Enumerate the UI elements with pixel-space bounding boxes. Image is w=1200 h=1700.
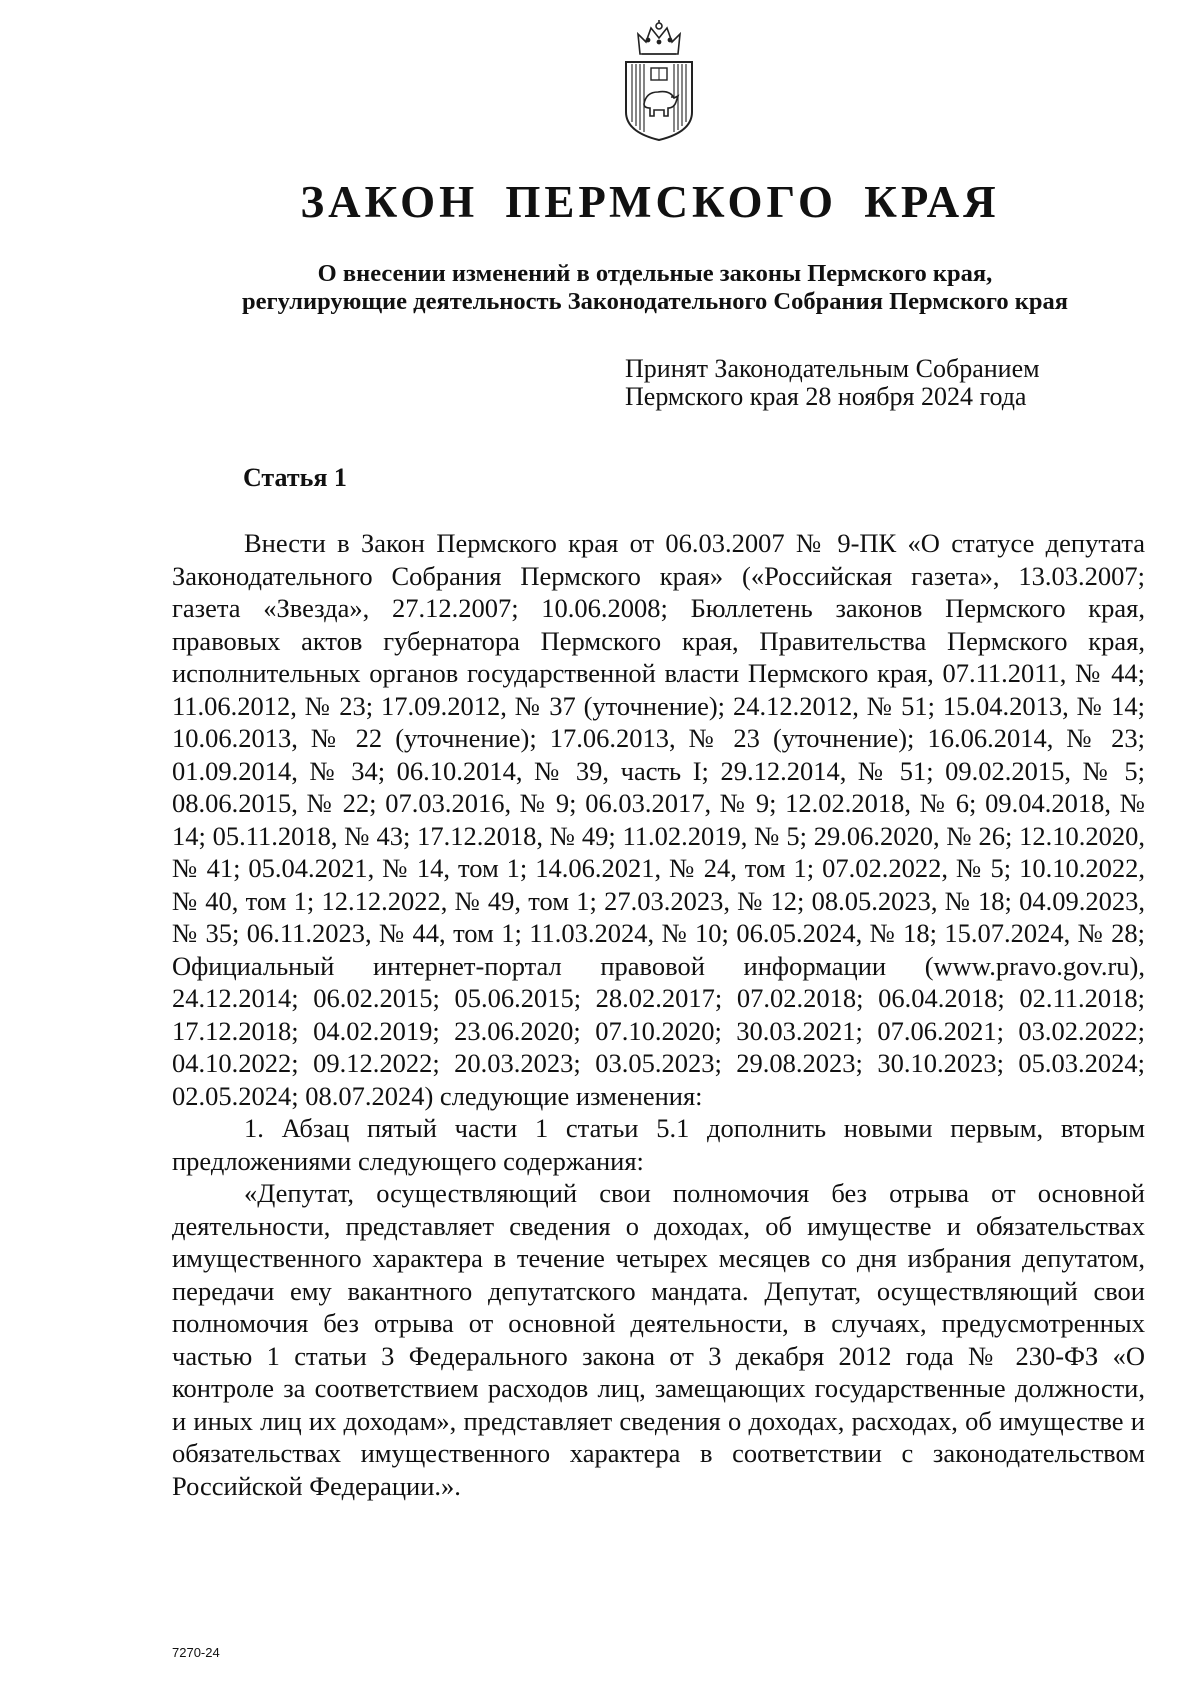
adoption-line: Принят Законодательным Собранием: [625, 354, 1040, 383]
document-code: 7270-24: [172, 1645, 220, 1660]
article-heading: Статья 1: [243, 463, 347, 492]
coat-of-arms-icon: [618, 20, 700, 142]
subtitle-line: О внесении изменений в отдельные законы Пермского края,: [317, 260, 993, 287]
law-subtitle: [160, 260, 1150, 316]
adoption-line: Пермского края 28 ноября 2024 года: [625, 382, 1027, 411]
article-body: [172, 527, 1145, 1502]
article-paragraph: 1. Абзац пятый части 1 статьи 5.1 дополнить новыми первым, вторым предложениями следующего содержания:: [172, 1113, 1145, 1176]
article-paragraph: Внести в Закон Пермского края от 06.03.2007 № 9-ПК «О статусе депутата Законодательного Собрания Пермского края» («Российская газета», 13.03.2007; газета «Звезда», 27.12.2007; 10.06.2008; Бюллетень законов Пермского края, правовых актов губернатора Пермского края, Правительства Пермского края, исполнительных органов государственной власти Пермского края, 07.11.2011, № 44; 11.06.2012, № 23; 17.09.2012, № 37 (уточнение); 24.12.2012, № 51; 15.04.2013, № 14; 10.06.2013, № 22 (уточнение); 17.06.2013, № 23 (уточнение); 16.06.2014, № 23; 01.09.2014, № 34; 06.10.2014, № 39, часть I; 29.12.2014, № 51; 09.02.2015, № 5; 08.06.2015, № 22; 07.03.2016, № 9; 06.03.2017, № 9; 12.02.2018, № 6; 09.04.2018, № 14; 05.11.2018, № 43; 17.12.2018, № 49; 11.02.2019, № 5; 29.06.2020, № 26; 12.10.2020, № 41; 05.04.2021, № 14, том 1; 14.06.2021, № 24, том 1; 07.02.2022, № 5; 10.10.2022, № 40, том 1; 12.12.2022, № 49, том 1; 27.03.2023, № 12; 08.05.2023, № 18; 04.09.2023, № 35; 06.11.2023, № 44, том 1; 11.03.2024, № 10; 06.05.2024, № 18; 15.07.2024, № 28; Официальный интернет-портал правовой информации (www.pravo.gov.ru), 24.12.2014; 06.02.2015; 05.06.2015; 28.02.2017; 07.02.2018; 06.04.2018; 02.11.2018; 17.12.2018; 04.02.2019; 23.06.2020; 07.10.2020; 30.03.2021; 07.06.2021; 03.02.2022; 04.10.2022; 09.12.2022; 20.03.2023; 03.05.2023; 29.08.2023; 30.10.2023; 05.03.2024; 02.05.2024; 08.07.2024) следующие изменения:: [172, 528, 1145, 1111]
subtitle-line: регулирующие деятельность Законодательного Собрания Пермского края: [241, 288, 1069, 315]
adoption-note: [625, 355, 1125, 411]
law-title: ЗАКОН ПЕРМСКОГО КРАЯ: [300, 177, 1000, 227]
article-paragraph: «Депутат, осуществляющий свои полномочия без отрыва от основной деятельности, представляет сведения о доходах, об имуществе и обязательствах имущественного характера в течение четырех месяцев со дня избрания депутатом, передачи ему вакантного депутатского мандата. Депутат, осуществляющий свои полномочия без отрыва от основной деятельности, в случаях, предусмотренных частью 1 статьи 3 Федерального закона от 3 декабря 2012 года № 230-ФЗ «О контроле за соответствием расходов лиц, замещающих государственные должности, и иных лиц их доходам», представляет сведения о доходах, расходах, об имуществе и обязательствах имущественного характера в соответствии с законодательством Российской Федерации.».: [172, 1178, 1145, 1501]
